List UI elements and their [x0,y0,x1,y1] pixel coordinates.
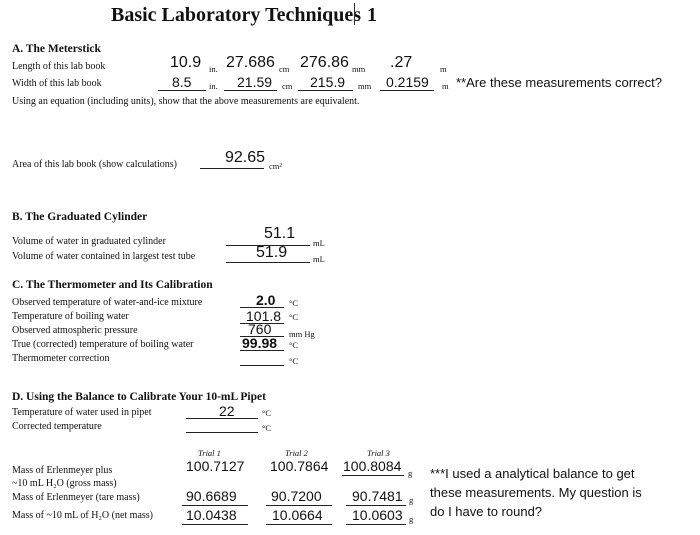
tare-mass-label: Mass of Erlenmeyer (tare mass) [12,492,140,503]
thermo-unit: °C [289,312,299,322]
tare-mass-unit: g [409,495,414,505]
width-cm-unit: cm [282,81,293,91]
area-value: 92.65 [225,149,266,166]
equation-prompt: Using an equation (including units), show that the above measurements are equivalent. [12,96,360,107]
width-in-value: 8.5 [172,74,192,90]
length-in-value: 10.9 [170,54,202,71]
rounding-question-note: ***I used a analytical balance to get [430,466,635,481]
net-mass-value: 10.0438 [186,507,237,523]
thermo-unit: °C [289,340,299,350]
width-in-unit: in. [209,81,218,91]
thermo-line [240,365,284,366]
area-unit: cm² [269,161,282,171]
tare-mass-value: 90.7481 [352,488,403,504]
width-cm-value: 21.59 [237,74,273,90]
thermo-label: Temperature of boiling water [12,311,129,322]
tube-volume-line [226,262,310,263]
net-mass-line [266,524,332,525]
thermo-value: 2.0 [256,292,276,308]
width-m-line [380,90,434,91]
length-label: Length of this lab book [12,61,106,72]
width-m-unit: m [442,81,449,91]
thermo-value: 99.98 [242,335,278,351]
thermo-unit: °C [289,298,299,308]
width-mm-line [298,90,353,91]
gross-mass-label-2: ~10 mL H₂O (gross mass) [12,478,117,489]
gross-mass-value: 100.7127 [186,458,245,474]
thermo-label: True (corrected) temperature of boiling water [12,339,194,350]
tare-mass-value: 90.6689 [186,488,237,504]
corrected-temp-unit: °C [262,423,272,433]
gross-mass-line [342,475,404,476]
cylinder-volume-value: 51.1 [264,225,296,242]
area-label: Area of this lab book (show calculations) [12,159,177,170]
section-a-heading: A. The Meterstick [12,43,101,55]
gross-mass-unit: g [408,468,413,478]
tube-volume-value: 51.9 [256,244,288,261]
thermo-unit: mm Hg [289,329,315,339]
thermo-value: 101.8 [246,308,282,324]
gross-mass-value: 100.8084 [343,458,402,474]
title-divider [354,3,355,25]
length-mm-value: 276.86 [300,54,349,71]
thermo-label: Observed atmospheric pressure [12,325,138,336]
rounding-question-note: these measurements. My question is [430,485,642,500]
gross-mass-value: 100.7864 [270,458,329,474]
cylinder-volume-unit: mL [313,238,325,248]
width-cm-line [224,90,277,91]
width-m-value: 0.2159 [386,74,429,90]
tare-mass-line [346,505,406,506]
gross-mass-label: Mass of Erlenmeyer plus [12,465,113,476]
pipet-temp-line [186,418,258,419]
length-in-unit: in. [209,64,218,74]
net-mass-label: Mass of ~10 mL of H₂O (net mass) [12,510,154,521]
width-mm-unit: mm [358,81,372,91]
tare-mass-line [266,505,332,506]
thermo-line [240,350,284,351]
thermo-value: 760 [248,321,272,337]
length-m-unit: m [440,64,447,74]
area-line [200,168,264,169]
length-m-value: .27 [390,54,413,71]
length-cm-value: 27.686 [226,54,275,71]
thermo-unit: °C [289,356,299,366]
corrected-temp-label: Corrected temperature [12,421,102,432]
net-mass-value: 10.0603 [352,507,403,523]
thermo-label: Observed temperature of water-and-ice mixture [12,297,203,308]
pipet-temp-label: Temperature of water used in pipet [12,407,152,418]
pipet-temp-unit: °C [262,408,272,418]
section-c-heading: C. The Thermometer and Its Calibration [12,279,213,291]
trial-header: Trial 2 [285,448,308,458]
tube-volume-label: Volume of water contained in largest test tube [12,251,196,262]
tare-mass-value: 90.7200 [271,488,322,504]
width-label: Width of this lab book [12,78,102,89]
width-mm-value: 215.9 [310,74,346,90]
net-mass-line [182,524,248,525]
thermo-label: Thermometer correction [12,353,110,364]
section-d-heading: D. Using the Balance to Calibrate Your 10-mL Pipet [12,391,266,403]
net-mass-unit: g [409,514,414,524]
net-mass-line [346,524,406,525]
trial-header: Trial 1 [198,448,221,458]
tare-mass-line [182,505,248,506]
rounding-question-note: do I have to round? [430,504,543,519]
width-in-line [158,90,206,91]
length-mm-unit: mm [352,64,366,74]
tube-volume-unit: mL [313,254,325,264]
section-b-heading: B. The Graduated Cylinder [12,211,148,223]
page-title: Basic Laboratory Techniques [111,4,362,26]
measurement-question-note: **Are these measurements correct? [456,75,662,90]
pipet-temp-value: 22 [219,403,235,419]
corrected-temp-line [186,432,258,433]
page-number: 1 [367,4,377,26]
trial-header: Trial 3 [367,448,390,458]
length-cm-unit: cm [279,64,290,74]
cylinder-volume-label: Volume of water in graduated cylinder [12,236,166,247]
net-mass-value: 10.0664 [272,507,323,523]
